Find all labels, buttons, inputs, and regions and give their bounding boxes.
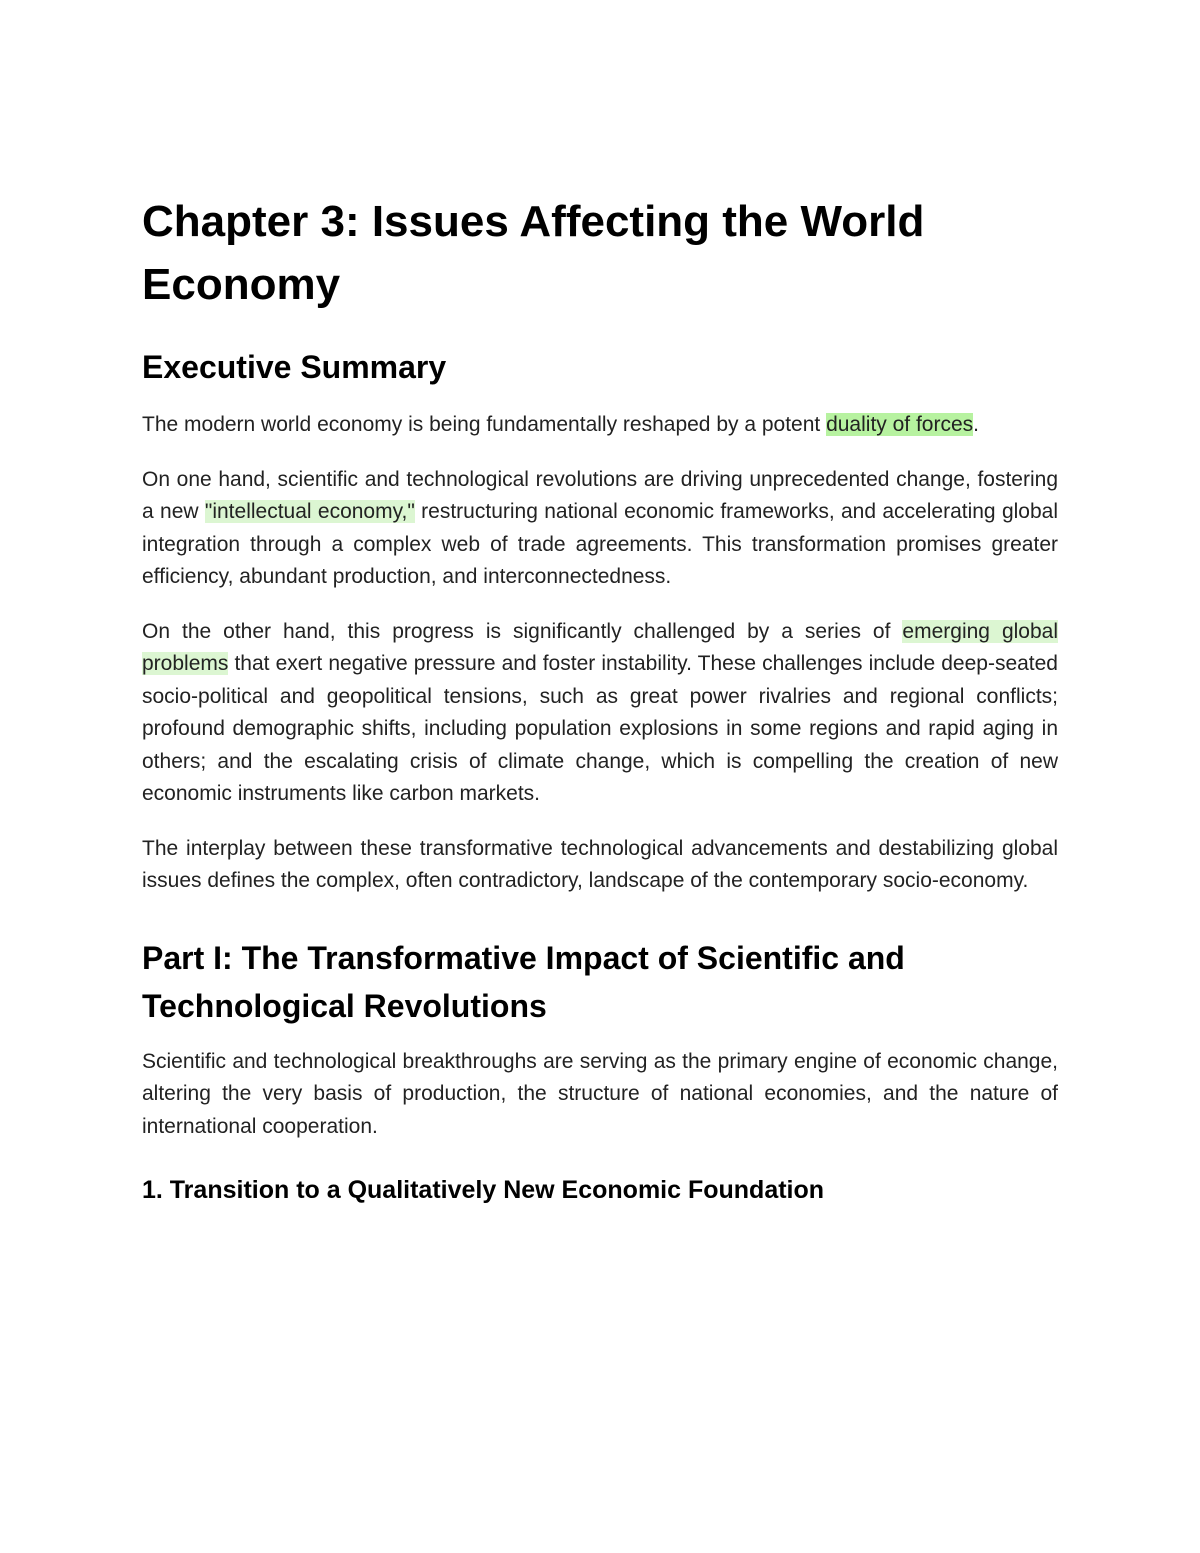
chapter-title: Chapter 3: Issues Affecting the World Economy [142, 197, 925, 309]
paragraph-text: . [973, 413, 979, 436]
paragraph-text: restructuring national economic frameworks, and accelerating global integration through a complex web of trade agreements. This transformation promises greater efficiency, abundant production, and interconnectedness. [142, 500, 1058, 588]
paragraph-text: On the other hand, this progress is significantly challenged by a series of [142, 619, 903, 643]
paragraph-text: that exert negative pressure and foster instability. These challenges include deep-seated socio-political and geopolitical tensions, such as great power rivalries and regional conflicts; profound demographic shifts, including population explosions in some regions and rapid aging in others; and the escalating crisis of climate change, which is compelling the creation of new economic instruments like carbon markets. [142, 652, 1058, 805]
part-1-intro: Scientific and technological breakthroughs are serving as the primary engine of economic change, altering the very basis of production, the structure of national economies, and the nature of international cooperation. [142, 1049, 1058, 1138]
summary-paragraph-2 [142, 464, 1058, 594]
document-page [142, 190, 1058, 1207]
highlight-emerging-global-problems: emerging global problems [142, 619, 1058, 675]
section-1-heading: 1. Transition to a Qualitatively New Economic Foundation [142, 1176, 825, 1204]
summary-paragraph-1 [142, 409, 1058, 442]
highlight-duality-of-forces: duality of forces [826, 413, 974, 436]
summary-paragraph-4: The interplay between these transformative technological advancements and destabilizing global issues defines the complex, often contradictory, landscape of the contemporary socio-economy. [142, 836, 1058, 892]
paragraph-text: On one hand, scientific and technological revolutions are driving unprecedented change, fostering a new [142, 467, 1058, 523]
highlight-intellectual-economy: "intellectual economy," [204, 500, 415, 523]
executive-summary-heading: Executive Summary [142, 349, 447, 385]
summary-paragraph-3 [142, 616, 1058, 811]
part-1-heading: Part I: The Transformative Impact of Scientific and Technological Revolutions [142, 939, 905, 1024]
paragraph-text: The modern world economy is being fundamentally reshaped by a potent [142, 413, 827, 436]
